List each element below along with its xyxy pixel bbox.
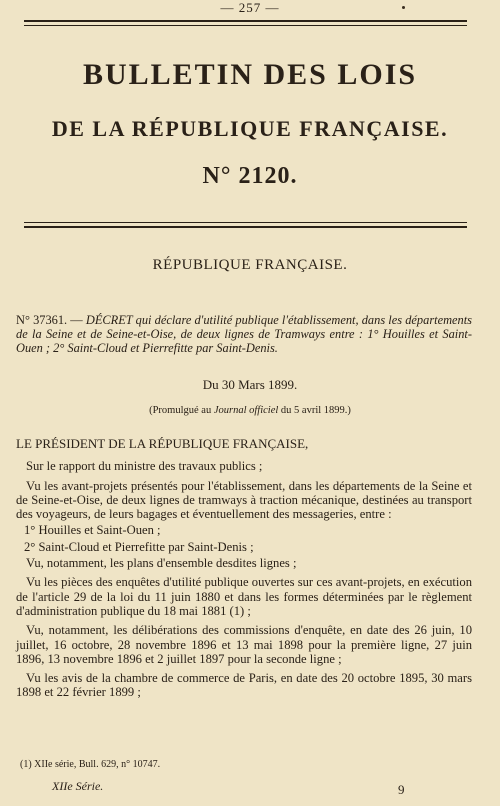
- promulgation-before: (Promulgué au: [149, 405, 214, 416]
- paragraph-chambre-commerce: Vu les avis de la chambre de commerce de Paris, en date des 20 octobre 1895, 30 mars 1898 et 22 février 1899 ;: [16, 671, 472, 700]
- paragraph-rapport: Sur le rapport du ministre des travaux publics ;: [26, 459, 263, 474]
- list-item-line-1: 1° Houilles et Saint-Ouen ;: [24, 523, 161, 538]
- mid-rule-thin: [24, 222, 467, 223]
- paragraph-enquetes: Vu les pièces des enquêtes d'utilité publique ouvertes sur ces avant-projets, en exécution de l'article 29 de la loi du 11 juin 1880 et dans les formes déterminées par le règlement d'administration publique du 18 mai 1881 (1) ;: [16, 575, 472, 618]
- footnote: (1) XIIe série, Bull. 629, n° 10747.: [20, 759, 161, 770]
- top-rule-thick: [24, 20, 467, 22]
- ink-dot: [402, 6, 405, 9]
- promulgation-note: [0, 405, 500, 416]
- decree-number: N° 37361. —: [16, 313, 86, 327]
- issue-number: N° 2120.: [202, 163, 298, 189]
- paragraph-avant-projets: Vu les avant-projets présentés pour l'établissement, dans les départements de la Seine et de Seine-et-Oise, de deux lignes de tramways à traction mécanique, destinées au transport des voyageurs, de leurs bagages et éventuellement des messageries, entre :: [16, 478, 472, 522]
- promulgation-journal: Journal officiel: [213, 405, 279, 416]
- series-label: XIIe Série.: [52, 779, 104, 793]
- bulletin-title: BULLETIN DES LOIS: [82, 58, 418, 91]
- paragraph-plans: Vu, notamment, les plans d'ensemble desdites lignes ;: [26, 556, 297, 571]
- list-item-line-2: 2° Saint-Cloud et Pierrefitte par Saint-Denis ;: [24, 539, 254, 554]
- sheet-number: 9: [398, 782, 405, 797]
- republic-title: DE LA RÉPUBLIQUE FRANÇAISE.: [51, 116, 449, 141]
- decree-heading: [16, 313, 472, 355]
- decree-body: [16, 437, 472, 705]
- section-title: RÉPUBLIQUE FRANÇAISE.: [152, 257, 348, 273]
- president-line: LE PRÉSIDENT DE LA RÉPUBLIQUE FRANÇAISE,: [16, 436, 309, 451]
- paragraph-deliberations: Vu, notamment, les délibérations des commissions d'enquête, en date des 26 juin, 10 juillet, 16 octobre, 28 novembre 1896 et 13 mai 1898 pour la première ligne, 27 juin 1896, 13 novembre 1896 et 2 juillet 1897 pour la seconde ligne ;: [16, 623, 472, 666]
- mid-rule-thick: [24, 226, 467, 228]
- page-number: — 257 —: [220, 0, 280, 15]
- decree-title: DÉCRET qui déclare d'utilité publique l'établissement, dans les départements de la Seine et de Seine-et-Oise, de deux lignes de Tramways entre : 1° Houilles et Saint-Ouen ; 2° Saint-Cloud et Pierrefitte par Saint-Denis.: [16, 313, 472, 355]
- decree-date: Du 30 Mars 1899.: [202, 377, 298, 392]
- top-rule-thin: [24, 25, 467, 26]
- promulgation-after: du 5 avril 1899.): [278, 405, 351, 416]
